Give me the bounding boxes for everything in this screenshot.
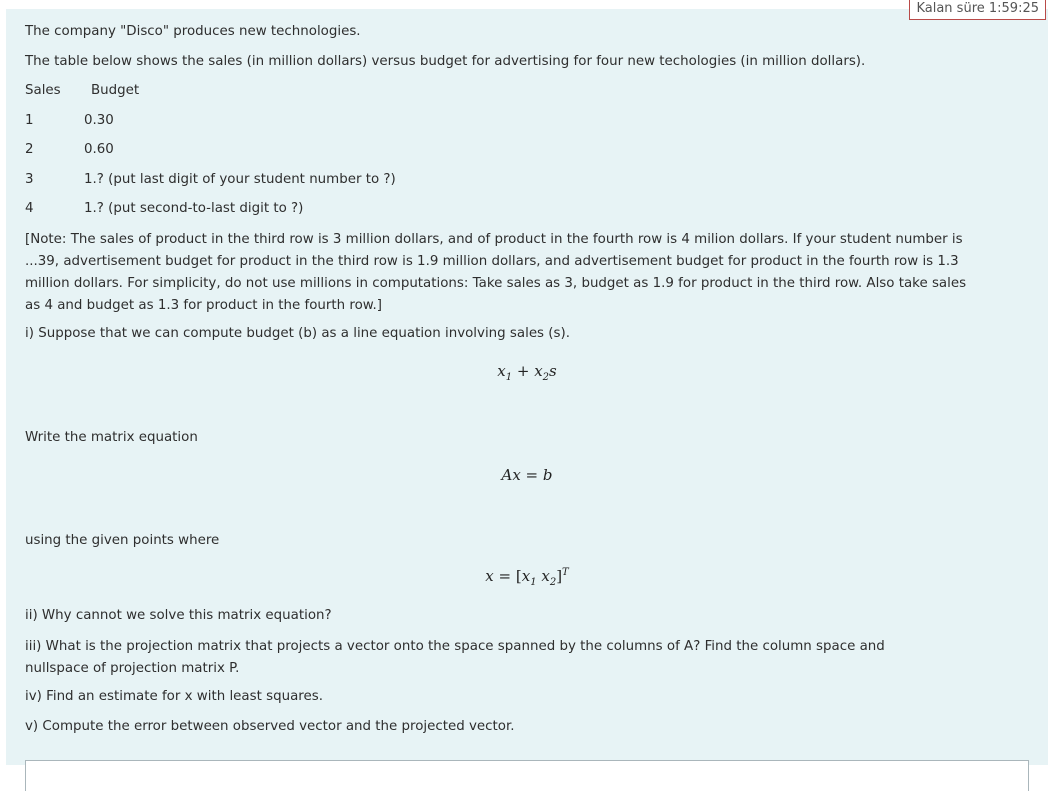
write-matrix-text: Write the matrix equation xyxy=(25,430,198,445)
table-header-budget: Budget xyxy=(91,83,140,98)
part-iii-block xyxy=(25,636,1025,680)
note-line: as 4 and budget as 1.3 for product in the fourth row.] xyxy=(25,298,383,313)
table-cell-sales: 1 xyxy=(25,113,34,128)
table-cell-budget: 0.60 xyxy=(84,142,114,157)
note-block xyxy=(25,229,1025,317)
note-line: [Note: The sales of product in the third row is 3 million dollars, and of product in the fourth row is 4 milion dollars. If your student number is xyxy=(25,232,963,247)
question-panel xyxy=(6,9,1048,765)
remaining-time-timer: Kalan süre 1:59:25 xyxy=(909,0,1046,20)
part-ii-text: ii) Why cannot we solve this matrix equation? xyxy=(25,608,332,623)
table-cell-budget: 1.? (put last digit of your student number to ?) xyxy=(84,172,396,187)
table-intro-text: The table below shows the sales (in million dollars) versus budget for advertising for four new techologies (in million dollars). xyxy=(25,54,866,69)
part-iii-line: nullspace of projection matrix P. xyxy=(25,661,240,676)
line-equation: $x_1 + x_2s$ xyxy=(497,362,557,383)
part-iv-text: iv) Find an estimate for x with least squares. xyxy=(25,689,323,704)
x-vector-equation: $x = [x_1$ $x_2]^T$ xyxy=(485,567,569,588)
table-cell-sales: 4 xyxy=(25,201,34,216)
table-cell-sales: 2 xyxy=(25,142,34,157)
note-line: ...39, advertisement budget for product in the third row is 1.9 million dollars, and advertisement budget for product in the fourth row is 1.3 xyxy=(25,254,959,269)
matrix-equation: Ax = b xyxy=(501,466,553,484)
note-line: million dollars. For simplicity, do not use millions in computations: Take sales as 3, budget as 1.9 for product in the third row. Also take sales xyxy=(25,276,967,291)
table-header-sales: Sales xyxy=(25,83,61,98)
table-cell-budget: 1.? (put second-to-last digit to ?) xyxy=(84,201,304,216)
using-points-text: using the given points where xyxy=(25,533,220,548)
part-v-text: v) Compute the error between observed vector and the projected vector. xyxy=(25,719,515,734)
table-cell-sales: 3 xyxy=(25,172,34,187)
intro-text: The company "Disco" produces new technologies. xyxy=(25,24,361,39)
part-iii-line: iii) What is the projection matrix that projects a vector onto the space spanned by the columns of A? Find the column space and xyxy=(25,639,885,654)
table-cell-budget: 0.30 xyxy=(84,113,114,128)
part-i-text: i) Suppose that we can compute budget (b) as a line equation involving sales (s). xyxy=(25,326,570,341)
